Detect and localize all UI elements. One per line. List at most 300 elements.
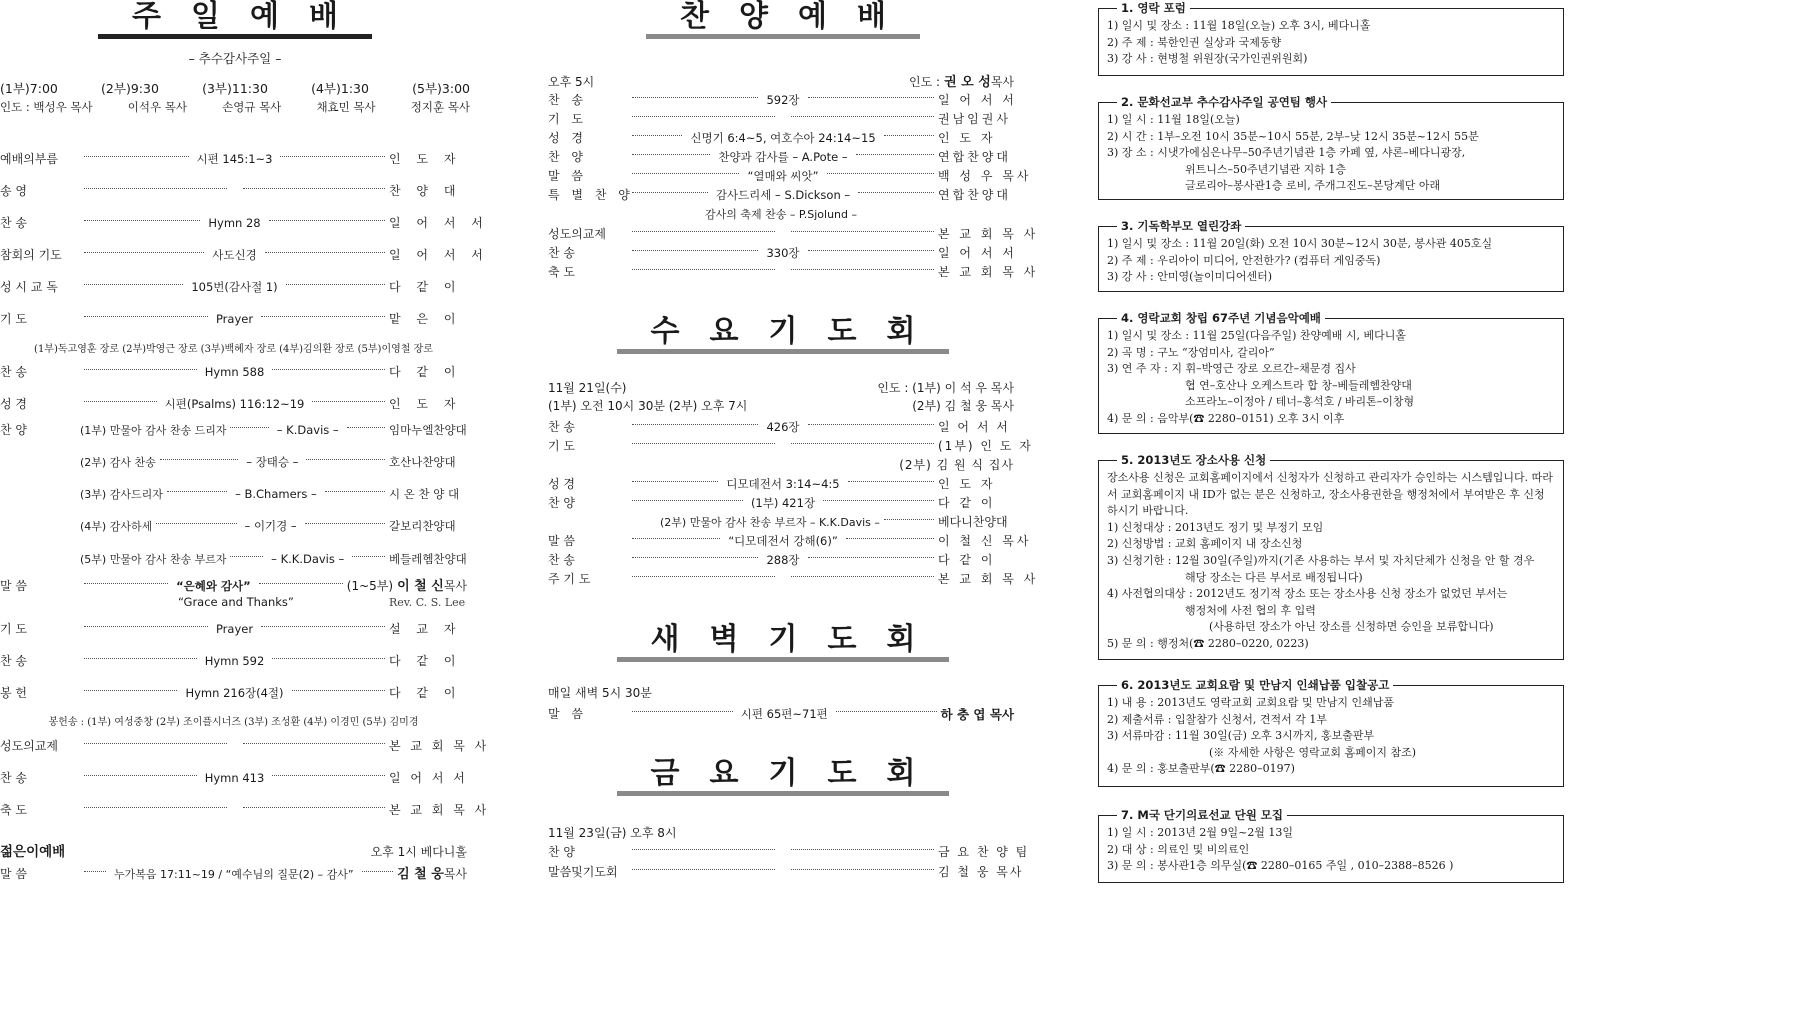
preacher-title: 목사 [443,867,467,881]
leader-dots [632,500,743,501]
order-row [548,572,1039,587]
leader-dots [808,424,934,425]
leader-dots [632,154,710,155]
order-person: 일 어 서 서 [938,93,1017,107]
leader-dots [160,459,239,460]
order-person: 일 어 서 서 [389,216,489,230]
order-person: 연합찬양대 [938,188,1011,202]
order-person: 일 어 서 서 [938,420,1010,434]
offering-note: 봉헌송 : (1부) 여성중창 (2부) 조이플시너즈 (3부) 조성환 (4부) 이경민 (5부) 김미경 [48,717,419,728]
announcement-line: 3) 연 주 자 : 지 휘–박영근 장로 오르간–채문경 집사 [1107,362,1356,376]
leader-dots [632,269,775,270]
order-row [548,169,1032,184]
order-row [548,496,1014,511]
announcement-line: 4) 문 의 : 홍보출판부(☎ 2280–0197) [1107,762,1295,776]
announcement-line: 2) 곡 명 : 구노 “장엄미사, 갈리아” [1107,345,1275,359]
order-row [0,184,467,199]
order-row [0,248,489,263]
leader-title: 목사 [990,75,1014,89]
leader-dots [306,459,385,460]
announcement-line: 5) 문 의 : 행정처(☎ 2280–0220, 0223) [1107,636,1309,650]
order-row [0,280,467,295]
leader-dots [791,116,934,117]
order-label: 기 도 [0,622,27,636]
announcement-title: 1. 영락 포럼 [1117,0,1190,16]
order-person: 일 어 서 서 [389,248,489,262]
banner-rule [617,619,950,662]
leader-dots [352,556,385,557]
anthem-title: (4부) 감사하세 [80,520,153,533]
order-row [0,312,467,327]
order-row [548,188,1014,203]
order-content: “열매와 씨앗” [743,169,822,184]
leader-dots [84,252,204,253]
dawn-sermon-row [548,707,1014,722]
youth-worship-time: 오후 1시 베다니홀 [370,845,467,859]
announcement-line: 3) 강 사 : 안미영(놀이미디어센터) [1107,270,1273,284]
announcement-body [1099,103,1563,195]
order-content: 426장 [762,420,803,435]
announcement-box [1098,453,1564,660]
leader-dots [808,250,934,251]
anthem-title: (2부) 감사 찬송 [80,456,156,469]
leader-dots [632,576,775,577]
order-person: 본 교 회 목 사 [389,739,490,753]
announcement-body [1099,319,1563,428]
announcement-line: 1) 일시 및 장소 : 11월 25일(다음주일) 찬양예배 시, 베다니홀 [1107,329,1407,342]
leader-dots [84,220,200,221]
announcement-line: 1) 일시 및 장소 : 11월 18일(오늘) 오후 3시, 베다니홀 [1107,19,1371,32]
service-leader: 손영규 목사 [222,100,282,114]
leader-dots [84,807,227,808]
leader-dots [632,250,758,251]
order-label: 기 도 [548,439,575,453]
announcement-title: 3. 기독학부모 열린강좌 [1117,218,1245,234]
second-prayer: (2부) 김 원 식 집사 [899,458,1014,472]
announcement-title: 6. 2013년도 교회요람 및 만남지 인쇄납품 입찰공고 [1117,677,1393,693]
leader-dots [884,135,934,136]
choir-name: 시 온 찬 양 대 [389,487,460,501]
leader-dots [347,427,385,428]
friday-prayer-title: 금요기도회 [650,756,946,791]
leader-dots [84,690,177,691]
announcement-title: 5. 2013년도 장소사용 신청 [1117,452,1270,468]
order-content: 시편(Psalms) 116:12~19 [161,397,309,412]
order-label: 참회의 기도 [0,248,62,262]
sunday-worship-column [0,0,490,882]
announcement-body [1099,461,1563,653]
leader-dots [280,156,385,157]
announcement-line: 3) 강 사 : 현병철 위원장(국가인권위원회) [1107,52,1308,66]
order-person: 이 철 신 목사 [938,534,1032,548]
leader-dots [84,583,168,584]
leader-dots [292,690,385,691]
order-person: 다 같 이 [389,654,462,668]
order-row [0,397,467,412]
banner-rule [617,311,950,354]
order-label: 성도의교제 [0,739,58,753]
order-label: 찬 송 [0,365,27,379]
order-label: 찬 송 [0,654,27,668]
order-content: Hymn 216장(4절) [181,686,287,701]
second-anthem-row [548,515,1014,530]
service-time: (2부)9:30 [101,81,159,96]
order-label: 축 도 [0,803,27,817]
leader-dots [791,231,934,232]
order-row [548,227,1039,242]
order-content: 288장 [762,553,803,568]
order-row [0,654,467,669]
announcement-body [1099,9,1563,68]
anthem-title: (1부) 만물아 감사 찬송 드리자 [80,424,227,437]
order-person: 다 같 이 [389,280,462,294]
order-label: 성 시 교 독 [0,280,58,294]
anthem-row [0,552,467,567]
announcement-title: 4. 영락교회 창립 67주년 기념음악예배 [1117,310,1325,326]
order-row [548,865,1024,880]
order-content: 디모데전서 3:14~4:5 [722,477,843,492]
announcement-line: 협 연–호산나 오케스트라 합 창–베들레헴찬양대 [1185,378,1412,392]
leader-dots [259,583,343,584]
announcement-line: 2) 시 간 : 1부–오전 10시 35분~10시 55분, 2부–낮 12시 35분~12시 55분 [1107,129,1479,143]
announcement-box [1098,1,1564,76]
leader-dots [791,869,934,870]
dawn-preacher: 하 충 엽 목사 [940,707,1014,722]
order-person: 본 교 회 목 사 [938,227,1039,241]
order-content: 105번(감사절 1) [187,280,281,295]
order-content: (1부) 421장 [747,496,819,511]
announcement-line: 2) 신청방법 : 교회 홈페이지 내 장소신청 [1107,537,1303,551]
praise-worship-banner [548,0,1018,39]
announcement-box [1098,95,1564,200]
leader-dots [230,427,268,428]
announcement-line: 소프라노–이정아 / 테너–홍석호 / 바리톤–이창형 [1185,395,1415,409]
wednesday-times [548,399,1014,414]
leader-dots [305,523,385,524]
leader-dots [791,443,934,444]
order-row [0,739,490,754]
order-person: 일 어 서 서 [389,771,468,785]
anthem-title: (3부) 감사드리자 [80,488,163,501]
announcement-line: 1) 일 시 : 2013년 2월 9일~2월 13일 [1107,826,1294,839]
order-row [548,93,1017,108]
leader-dots [84,284,183,285]
prayer-assignment-note: (1부)독고영훈 장로 (2부)박영근 장로 (3부)백혜자 장로 (4부)김의환 장로 (5부)이영철 장로 [34,344,433,355]
announcement-line: 1) 일시 및 장소 : 11월 20일(화) 오전 10시 30분~12시 30분, 봉사관 405호실 [1107,237,1493,250]
order-content: Hymn 413 [201,771,269,786]
order-person: 인 도 자 [389,397,462,411]
service-leader: 인도 : 백성우 목사 [0,100,93,114]
service-times [0,79,470,97]
leader-dots [272,775,385,776]
announcement-line: 위트니스–50주년기념관 지하 1층 [1185,162,1346,176]
leader-dots [230,556,263,557]
order-label: 성 경 [548,477,575,491]
announcement-line: 3) 문 의 : 봉사관1층 의무실(☎ 2280–0165 주일 , 010–2388–8526 ) [1107,859,1454,873]
order-row [548,553,1014,568]
order-row [548,845,1030,860]
leader-dots [632,849,775,850]
order-row [0,771,467,786]
praise-worship-title: 찬양예배 [680,0,916,34]
announcement-line: 2) 주 제 : 북한인권 실상과 국제동향 [1107,35,1282,49]
order-label: 축 도 [548,265,575,279]
wednesday-leader: 인도 : (1부) 이 석 우 목사 [877,381,1014,395]
order-person: 다 같 이 [938,496,996,510]
order-content: 시편 145:1~3 [193,152,277,167]
friday-prayer-time: 11월 23일(금) 오후 8시 [548,826,677,840]
order-content: 592장 [762,93,803,108]
order-label: 찬 양 [548,845,575,859]
leader-dots [243,807,386,808]
announcement-line: 1) 일 시 : 11월 18일(오늘) [1107,113,1240,126]
order-content: 330장 [762,246,803,261]
order-content: 사도신경 [208,248,260,263]
preacher-name-english: Rev. C. S. Lee [389,596,466,609]
leader-dots [286,284,385,285]
leader-dots [272,369,385,370]
leader-dots [84,871,106,872]
order-person: 본 교 회 목 사 [938,572,1039,586]
announcement-box [1098,808,1564,883]
order-person: 금 요 찬 양 팀 [938,845,1030,859]
leader-dots [884,519,934,520]
choir-name: 갈보리찬양대 [389,519,456,533]
order-content: 찬양과 감사를 – A.Pote – [714,150,851,165]
praise-worship-header [548,75,1014,90]
leader-dots [84,743,227,744]
service-leader: 이석우 목사 [127,100,187,114]
announcement-box [1098,311,1564,434]
wednesday-date: 11월 21일(수) [548,381,627,395]
announcement-line: (사용하던 장소가 아닌 장소를 신청하면 승인을 보류합니다) [1209,620,1494,634]
wednesday-prayer-title: 수요기도회 [650,314,946,349]
announcement-line: 3) 신청기한 : 12월 30일(주일)까지(기존 사용하는 부서 및 자치단체가 신청을 안 할 경우 [1107,553,1535,567]
anthem-composer: – K.K.Davis – [267,552,348,567]
leader-dots [265,252,385,253]
leader-dots [261,316,385,317]
order-label: 찬 송 [548,93,587,107]
praise-worship-leader [909,75,1014,90]
order-label: 기 도 [548,112,587,126]
choir-name: 호산나찬양대 [389,455,456,469]
order-content: Hymn 588 [201,365,269,380]
preacher-title: 목사 [443,579,467,593]
order-row [0,365,467,380]
sermon-row [0,579,467,594]
order-person: 인 도 자 [938,131,996,145]
leader-dots [243,743,386,744]
announcement-box [1098,219,1564,292]
leader-dots [156,523,236,524]
leader-dots [808,557,934,558]
order-label: 봉 헌 [0,686,27,700]
order-label: 찬 송 [548,246,575,260]
order-person: 찬 양 대 [389,184,462,198]
order-label: 찬 양 [548,150,587,164]
order-person: 인 도 자 [389,152,462,166]
leader-dots [632,443,775,444]
order-row [548,112,1014,127]
wednesday-time: (1부) 오전 10시 30분 (2부) 오후 7시 [548,399,748,413]
order-label: 말 씀 [548,707,587,721]
leader-dots [84,156,189,157]
leader-dots [791,849,934,850]
order-label: 성 경 [548,131,587,145]
order-label: 찬 양 [548,496,575,510]
order-row [548,534,1032,549]
choir-name: 임마누엘찬양대 [389,423,467,437]
sermon-english-row [0,595,467,610]
order-person: 연합찬양대 [938,150,1011,164]
youth-sermon-row [0,867,467,882]
order-label: 찬 송 [0,216,27,230]
order-person: 맡 은 이 [389,312,462,326]
order-row [548,131,1014,146]
leader-dots [261,626,385,627]
order-label: 말 씀 [0,867,27,881]
leader-dots [84,401,157,402]
dawn-scripture: 시편 65편~71편 [737,707,832,722]
anthem-row [0,455,467,470]
announcement-line: 2) 대 상 : 의료인 및 비의료인 [1107,842,1250,856]
order-person: 김 철 웅 목사 [938,865,1024,879]
leader-dots [632,173,739,174]
service-time: (4부)1:30 [311,81,369,96]
order-person: 설 교 자 [389,622,462,636]
leader-dots [632,116,775,117]
announcement-line: 1) 신청대상 : 2013년도 정기 및 부정기 모임 [1107,520,1324,534]
dawn-prayer-title: 새벽기도회 [650,622,946,657]
announcement-title: 7. M국 단기의료선교 단원 모집 [1117,807,1287,823]
announcement-line: 3) 장 소 : 시냇가에심은나무–50주년기념관 1층 카페 옆, 샤론–베다니광장, [1107,146,1466,160]
leader-dots [362,871,393,872]
order-label: 찬 송 [548,553,575,567]
announcement-box [1098,678,1564,787]
leader-dots [84,316,208,317]
special-anthem-extra: 감사의 축제 찬송 – P.Sjolund – [704,208,858,221]
leader-dots [791,576,934,577]
order-person: 백 성 우 목사 [938,169,1032,183]
order-content: 감사드리세 – S.Dickson – [712,188,854,203]
preacher-name: 이 철 신 [397,579,444,594]
service-leaders [0,99,470,115]
announcement-paragraph: 장소사용 신청은 교회홈페이지에서 신청자가 신청하고 관리자가 승인하는 시스템입니다. 따라서 교회홈페이지 내 ID가 없는 분은 신청하고, 장소사용권한을 행정처에서 부여받은 후 신청하시기 바랍니다. [1107,471,1553,518]
order-row [0,152,467,167]
order-row [548,420,1014,435]
order-content: Prayer [212,312,257,327]
leader-dots [84,658,197,659]
order-content: Hymn 592 [201,654,269,669]
order-label: 예배의부름 [0,152,58,166]
leader-dots [325,491,385,492]
sermon-parts: (1~5부) [346,579,394,593]
announcement-line: 4) 사전협의대상 : 2012년도 정기적 장소 또는 장소사용 신청 장소가 없었던 부서는 [1107,587,1508,601]
leader-dots [269,220,385,221]
weekday-services-column [548,0,1039,879]
anthem-composer: – 이기경 – [241,519,301,534]
youth-worship-title: 젊은이예배 [0,844,66,860]
announcement-line: 해당 장소는 다른 부서로 배정됩니다) [1185,570,1363,584]
anthem-row [0,519,467,534]
anthem-composer: – B.Chamers – [231,487,321,502]
order-label: 주 기 도 [548,572,591,586]
order-content: Hymn 28 [204,216,264,231]
announcement-title: 2. 문화선교부 추수감사주일 공연팀 행사 [1117,94,1331,110]
order-row [0,216,489,231]
banner-rule [617,753,950,796]
anthem-row [0,487,467,502]
leader-dots [836,711,937,712]
order-label: 기 도 [0,312,27,326]
leader-dots [272,658,385,659]
announcement-body [1099,816,1563,875]
announcement-line: 3) 서류마감 : 11월 30일(금) 오후 3시까지, 홍보출판부 [1107,729,1375,743]
leader-dots [312,401,385,402]
order-person: 인 도 자 [938,477,996,491]
order-content: 신명기 6:4~5, 여호수아 24:14~15 [686,131,879,146]
leader-dots [846,538,934,539]
order-person: 일 어 서 서 [938,246,1017,260]
order-content: Prayer [212,622,257,637]
order-person: 다 같 이 [938,553,996,567]
order-label: 찬 송 [0,771,27,785]
dawn-prayer-banner [548,619,1018,662]
friday-prayer-banner [548,753,1018,796]
order-row [0,686,467,701]
sunday-worship-title: 주일예배 [132,0,368,34]
announcement-line: 행정처에 사전 협의 후 입력 [1185,603,1316,617]
leader-dots [632,135,682,136]
announcement-line: 글로리아–봉사관1층 로비, 주개그진도–본당계단 아래 [1185,179,1441,193]
service-time: (3부)11:30 [202,81,268,96]
sermon-title: “은혜와 감사” [172,579,255,594]
order-row [548,150,1014,165]
order-label: 송 영 [0,184,27,198]
anthem-composer: – K.Davis – [273,423,343,438]
order-person: (1부) 인 도 자 [938,439,1033,453]
service-leader: 정지훈 목사 [410,100,470,114]
service-leader: 채효민 목사 [316,100,376,114]
announcement-line: (※ 자세한 사항은 영락교회 홈페이지 참조) [1209,745,1417,759]
leader-prefix: 인도 : [909,75,941,89]
order-person: 본 교 회 목 사 [938,265,1039,279]
order-person: 본 교 회 목 사 [389,803,490,817]
order-label: 말씀및기도회 [548,865,618,879]
service-time: (1부)7:00 [0,81,58,96]
leader-dots [84,626,208,627]
order-row [0,622,467,637]
leader-dots [632,557,758,558]
order-person: 다 같 이 [389,365,462,379]
anthem-composer: – 장태승 – [242,455,302,470]
order-label: 찬 양 [0,423,27,437]
order-label: 성도의교제 [548,227,606,241]
leader-dots [632,481,718,482]
leader-dots [632,424,758,425]
leader-dots [632,97,758,98]
service-time: (5부)3:00 [412,81,470,96]
thanksgiving-subtitle: – 추수감사주일 – [188,51,282,66]
order-content: “디모데전서 강해(6)” [724,534,842,549]
announcement-body [1099,227,1563,286]
announcement-body [1099,686,1563,778]
praise-worship-time: 오후 5시 [548,75,595,89]
order-row [0,803,490,818]
second-anthem: (2부) 만물아 감사 찬송 부르자 – K.K.Davis – [660,516,880,529]
preacher-name: 김 철 웅 [397,867,444,882]
order-label: 말 씀 [548,534,575,548]
